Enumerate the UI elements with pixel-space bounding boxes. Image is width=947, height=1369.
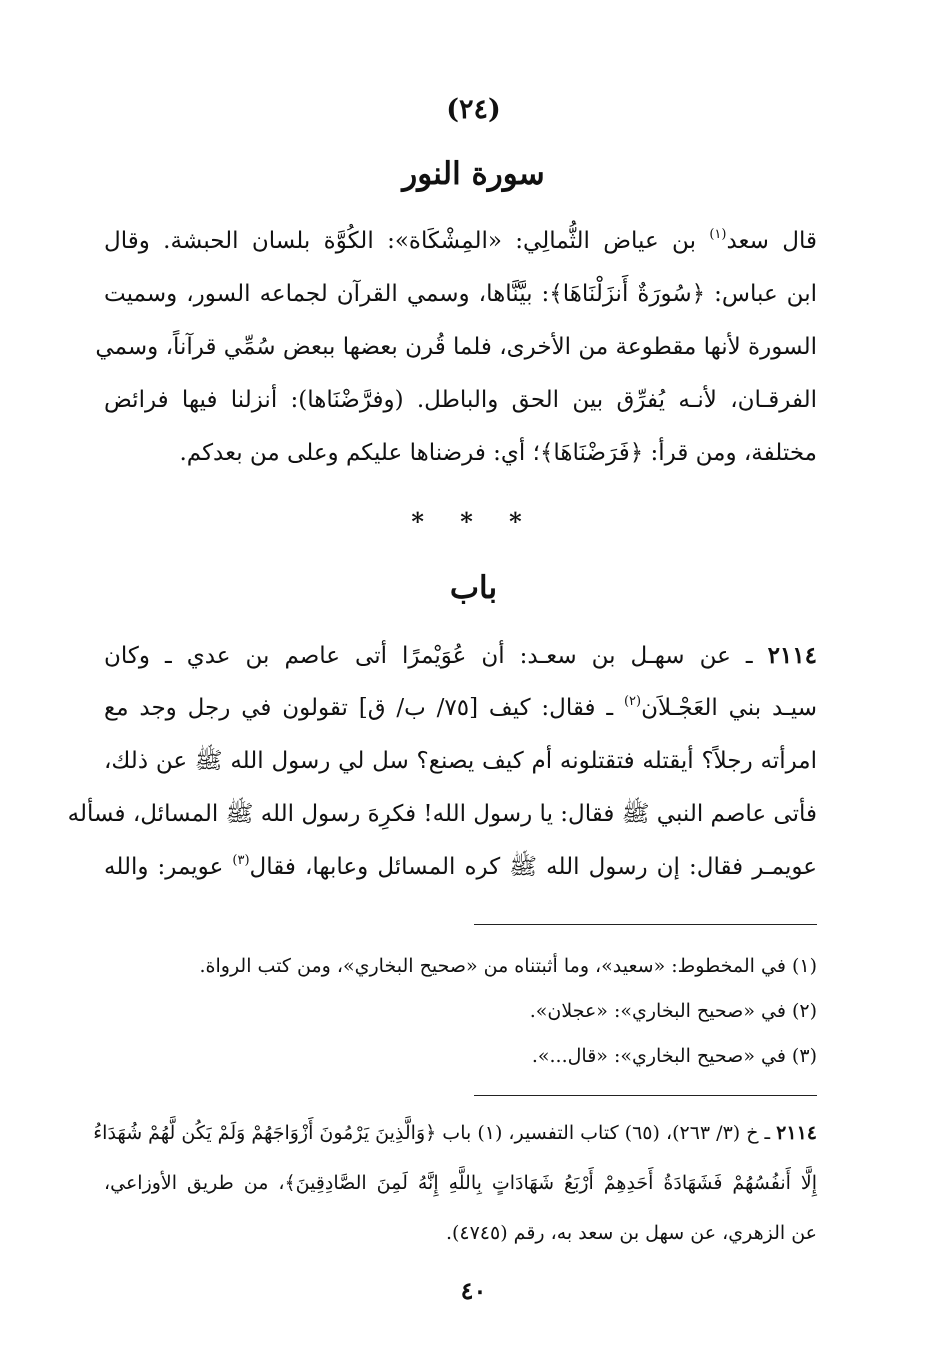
takhrij-line: إِلَّا أَنفُسُهُمْ فَشَهَادَةُ أَحَدِهِمْ أَرْبَعُ شَهَادَاتٍ بِاللَّهِ إِنَّهُ لَمِنَ الصَّادِقِينَ﴾، من طريق الأوزاعي، (104, 1172, 817, 1194)
footnote-divider (474, 924, 817, 925)
hadith-text: عويمـر فقال: إن رسول الله ﷺ كره المسائل وعابها، فقال (249, 854, 817, 880)
hadith-text: سيـد بني العَجْـلاَن (641, 695, 817, 721)
takhrij-number: ٢١١٤ (776, 1122, 817, 1144)
hadith-text: ـ فقال: كيف [٧٥/ ب/ ق] تقولون في رجل وجد مع (104, 695, 624, 721)
hadith-line (104, 682, 817, 735)
takhrij-line (93, 1108, 817, 1158)
hadith-line (104, 629, 817, 682)
footnote-ref: (١) (709, 227, 727, 242)
chapter-title: سورة النور (402, 156, 545, 192)
hadith-text: ـ عن سهـل بن سعـد: أن عُوَيْمرًا أتى عاصم بن عدي ـ وكان (104, 643, 768, 669)
hadith-number: ٢١١٤ (767, 642, 817, 669)
intro-text: قال سعد (726, 228, 817, 254)
hadith-line (104, 841, 817, 894)
hadith-line: امرأته رجلاً؟ أيقتله فتقتلونه أم كيف يصنع؟ سل لي رسول الله ﷺ عن ذلك، (104, 748, 817, 774)
intro-text: بن عياض الثُّمالِي: «المِشْكَاة»: الكُوَّة بلسان الحبشة. وقال (104, 228, 710, 254)
hadith-line: فأتى عاصم النبي ﷺ فقال: يا رسول الله! فكرِهَ رسول الله ﷺ المسائل، فسأله (67, 801, 817, 827)
intro-paragraph (95, 215, 817, 480)
hadith-text: عويمر: والله (104, 854, 233, 880)
footnote: (٣) في «صحيح البخاري»: «قال...». (531, 1045, 817, 1067)
takhrij-divider (474, 1095, 817, 1096)
section-title: باب (449, 570, 498, 606)
footnotes (104, 944, 817, 1079)
intro-line: مختلفة، ومن قرأ: ﴿فَرَضْنَاهَا﴾؛ أي: فرضناها عليكم وعلى من بعدكم. (179, 440, 817, 466)
intro-line: الفرقـان، لأنـه يُفرِّق بين الحق والباطل. (وفرَّضْنَاها): أنزلنا فيها فرائض (104, 387, 817, 413)
takhrij-notes (93, 1108, 817, 1258)
takhrij-text: ـ خ (٣/ ٢٦٣)، (٦٥) كتاب التفسير، (١) باب ﴿وَالَّذِينَ يَرْمُونَ أَزْوَاجَهُمْ وَلَمْ يَكُن لَّهُمْ شُهَدَاءُ (93, 1122, 777, 1144)
section-separator: * * * (411, 507, 536, 536)
page-number: ٤٠ (460, 1276, 487, 1305)
footnote-ref: (٣) (232, 853, 250, 868)
intro-line: السورة لأنها مقطوعة من الأخرى، فلما قُرن بعضها ببعض سُمِّي قرآناً، وسمي (95, 334, 817, 360)
footnote: (٢) في «صحيح البخاري»: «عجلان». (529, 1000, 817, 1022)
footnote-ref: (٢) (623, 694, 642, 709)
hadith-paragraph (67, 629, 817, 894)
intro-line (104, 215, 817, 268)
intro-line: ابن عباس: ﴿سُورَةٌ أَنزَلْنَاهَا﴾: بيَّنَّاها، وسمي القرآن لجماعه السور، وسميت (104, 281, 817, 307)
footnote: (١) في المخطوط: «سعيد»، وما أثبتناه من «صحيح البخاري»، ومن كتب الرواة. (199, 955, 817, 977)
takhrij-line: عن الزهري، عن سهل بن سعد به، رقم (٤٧٤٥). (445, 1222, 817, 1244)
chapter-number: (٢٤) (446, 94, 501, 125)
